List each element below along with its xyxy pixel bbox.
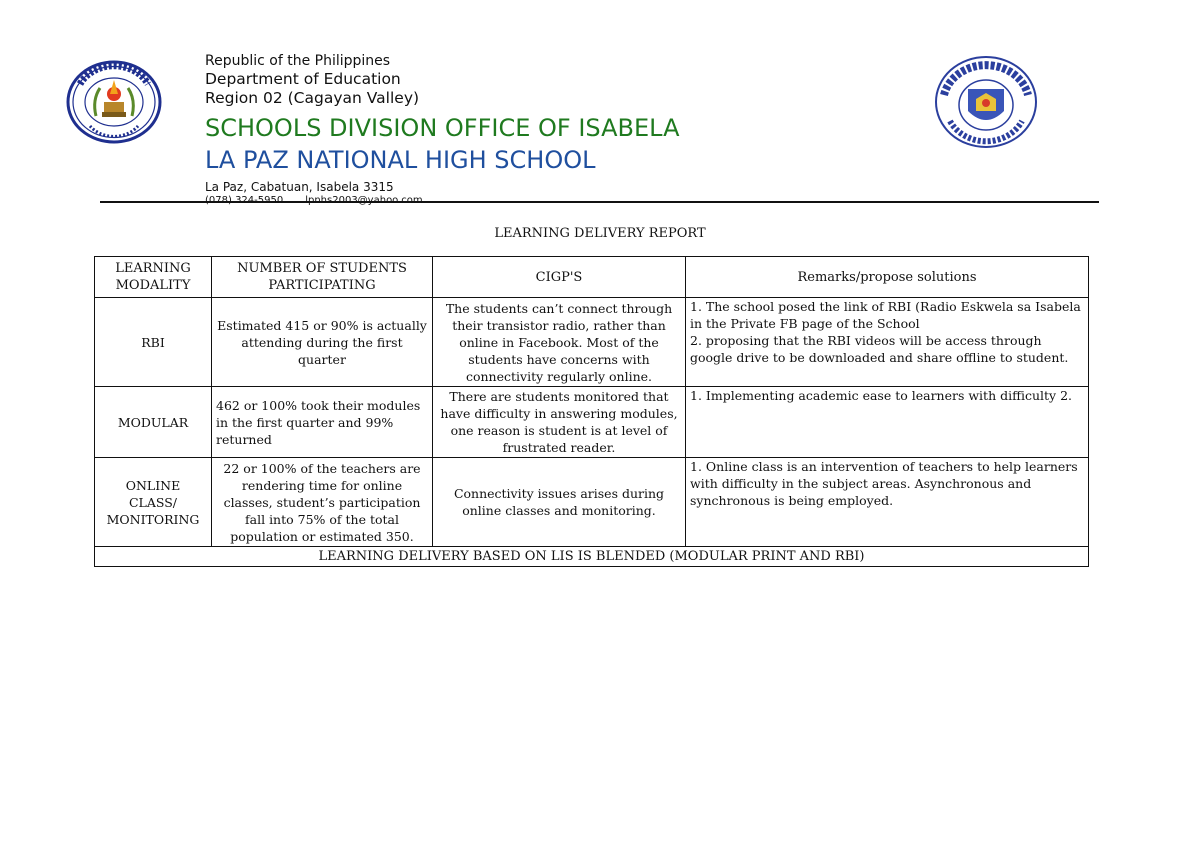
- header-divider: [100, 201, 1099, 203]
- learning-delivery-table: [94, 256, 1089, 567]
- republic-line: Republic of the Philippines: [205, 53, 391, 69]
- cigps-cell: Connectivity issues arises during online classes and monitoring.: [433, 458, 686, 547]
- remarks-cell: [686, 387, 1089, 458]
- remarks-cell: [686, 458, 1089, 547]
- remarks-item: 2. proposing that the RBI videos will be access through google drive to be downloaded and share offline to student.: [690, 333, 1069, 365]
- table-row: [95, 458, 1089, 547]
- participating-cell: 22 or 100% of the teachers are rendering time for online classes, student’s participation fall into 75% of the total population or estimated 350.: [212, 458, 433, 547]
- modality-cell: MODULAR: [95, 387, 212, 458]
- table-header-row: [95, 257, 1089, 298]
- department-line: Department of Education: [205, 70, 401, 88]
- modality-line: MONITORING: [106, 511, 200, 527]
- remarks-item: 1. Online class is an intervention of teachers to help learners with difficulty in the subject areas. Asynchronous and synchronous is being employed.: [690, 459, 1078, 508]
- cigps-cell: There are students monitored that have difficulty in answering modules, one reason is student is at level of frustrated reader.: [433, 387, 686, 458]
- modality-line: ONLINE: [125, 477, 181, 493]
- division-office-name: SCHOOLS DIVISION OFFICE OF ISABELA: [205, 114, 680, 142]
- school-address: La Paz, Cabatuan, Isabela 3315: [205, 180, 394, 194]
- modality-cell: RBI: [95, 298, 212, 387]
- header-remarks: Remarks/propose solutions: [686, 257, 1089, 298]
- blended-delivery-note: LEARNING DELIVERY BASED ON LIS IS BLENDED (MODULAR PRINT AND RBI): [95, 547, 1089, 567]
- report-title: LEARNING DELIVERY REPORT: [494, 226, 706, 241]
- school-name: LA PAZ NATIONAL HIGH SCHOOL: [205, 146, 596, 174]
- header-learning-modality: LEARNING MODALITY: [95, 257, 212, 298]
- table-row: [95, 298, 1089, 387]
- school-seal-logo: [66, 60, 162, 144]
- cigps-cell: The students can’t connect through their transistor radio, rather than online in Facebook. Most of the students have concerns with connectivity regularly online.: [433, 298, 686, 387]
- table-footer-row: [95, 547, 1089, 567]
- region-line: Region 02 (Cagayan Valley): [205, 89, 420, 107]
- letterhead: [205, 52, 680, 207]
- modality-cell: [95, 458, 212, 547]
- participating-cell: Estimated 415 or 90% is actually attending during the first quarter: [212, 298, 433, 387]
- remarks-cell: [686, 298, 1089, 387]
- remarks-item: 1. Implementing academic ease to learners with difficulty 2.: [690, 388, 1073, 403]
- participating-cell: 462 or 100% took their modules in the first quarter and 99% returned: [212, 387, 433, 458]
- remarks-item: 1. The school posed the link of RBI (Radio Eskwela sa Isabela in the Private FB page of the School: [690, 299, 1081, 331]
- header-students-participating: NUMBER OF STUDENTS PARTICIPATING: [212, 257, 433, 298]
- table-row: [95, 387, 1089, 458]
- modality-line: CLASS/: [128, 494, 177, 510]
- deped-seal-logo: [934, 55, 1038, 149]
- header-cigps: CIGP'S: [433, 257, 686, 298]
